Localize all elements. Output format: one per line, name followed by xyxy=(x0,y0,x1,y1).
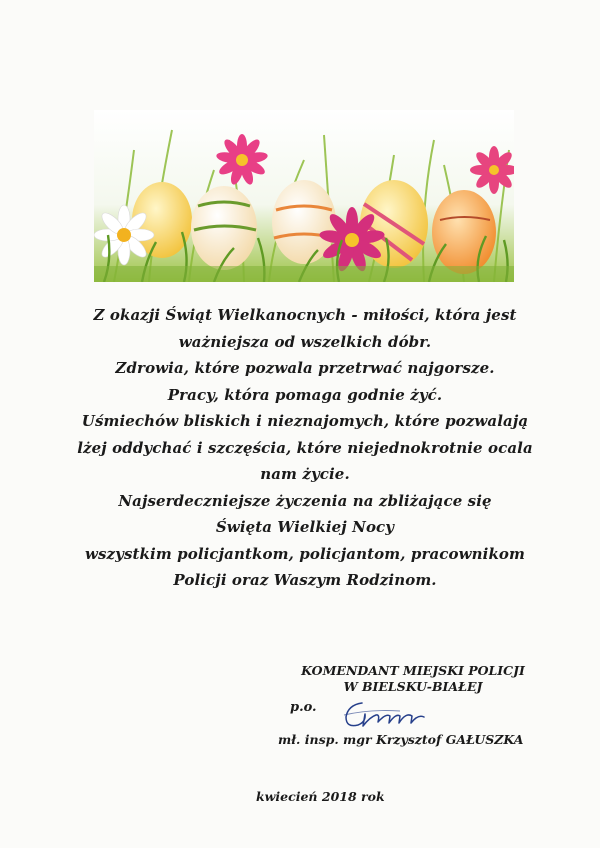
greeting-line: wszystkim policjantkom, policjantom, pracownikom xyxy=(84,544,526,563)
greeting-text xyxy=(60,302,550,594)
greeting-line: ważniejsza od wszelkich dóbr. xyxy=(178,332,432,351)
acting-label: p.o. xyxy=(290,700,317,715)
letter-date: kwiecień 2018 rok xyxy=(256,789,385,804)
signatory-title-line: W BIELSKU-BIAŁEJ xyxy=(343,679,483,694)
greeting-line: Najserdeczniejsze życzenia na zbliżające się xyxy=(118,491,492,510)
handwritten-signature xyxy=(340,695,450,733)
greeting-line: nam życie. xyxy=(260,465,350,483)
greeting-line: Policji oraz Waszym Rodzinom. xyxy=(173,571,437,589)
greeting-line: Pracy, która pomaga godnie żyć. xyxy=(167,385,443,404)
easter-eggs-banner xyxy=(94,110,514,282)
greeting-line: Zdrowia, które pozwala przetrwać najgorsze. xyxy=(115,359,495,377)
greeting-line: Uśmiechów bliskich i nieznajomych, które pozwalają xyxy=(81,412,529,430)
greeting-line: lżej oddychać i szczęścia, które niejednokrotnie ocala xyxy=(77,438,533,457)
greeting-line: Święta Wielkiej Nocy xyxy=(215,518,395,536)
greeting-line: Z okazji Świąt Wielkanocnych - miłości, która jest xyxy=(93,306,517,324)
signatory-title xyxy=(288,663,538,695)
signatory-title-line: KOMENDANT MIEJSKI POLICJI xyxy=(301,663,525,678)
signer-name: mł. insp. mgr Krzysztof GAŁUSZKA xyxy=(278,732,524,747)
